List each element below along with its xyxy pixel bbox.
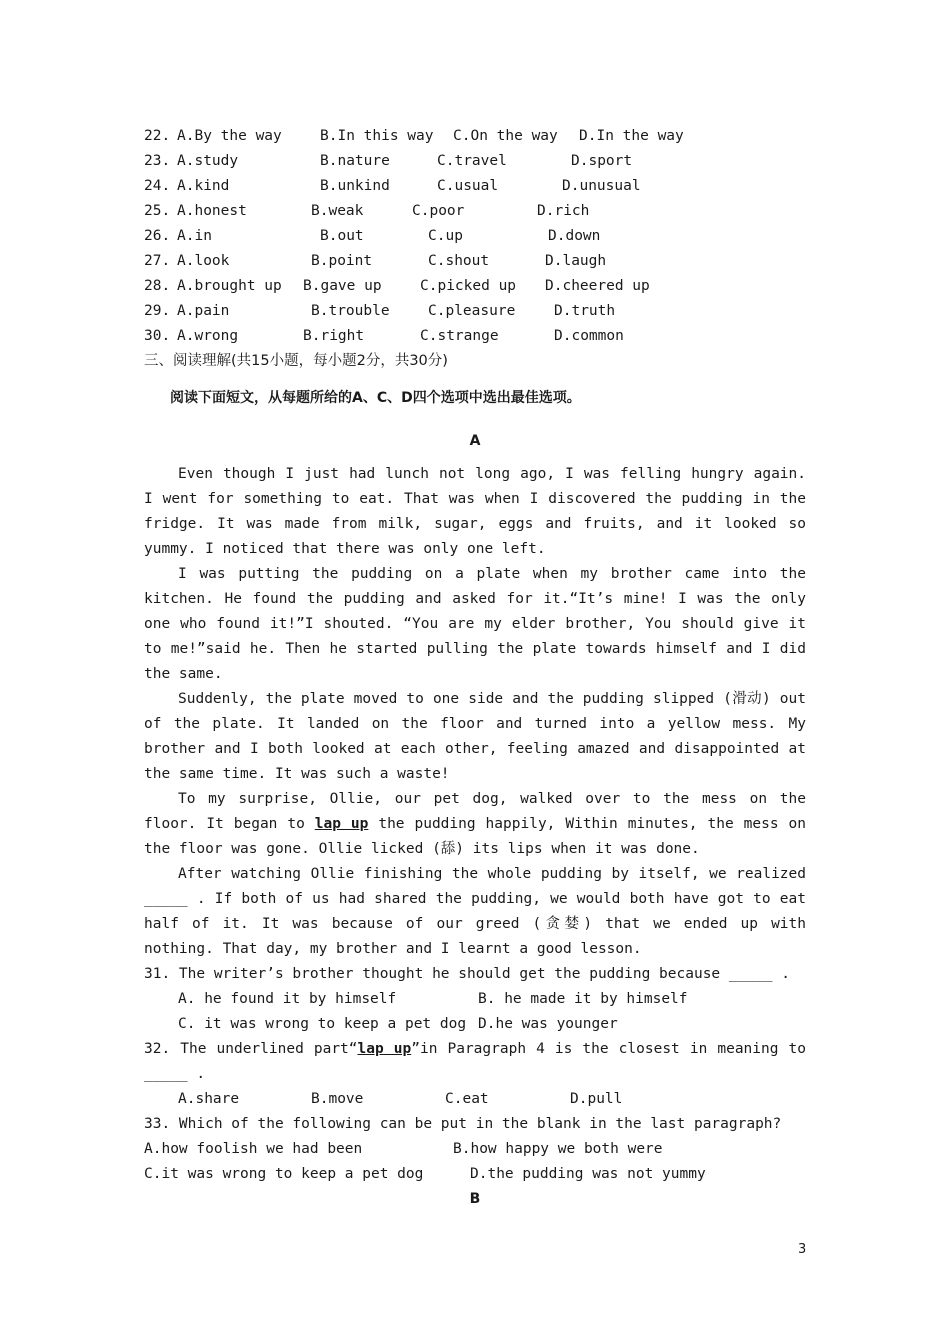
question-32-stem: [144, 1037, 806, 1087]
option-b: B.gave up: [303, 278, 382, 294]
q32-stem-after: ”in Paragraph 4 is the closest in meaning to _____ .: [144, 1041, 806, 1082]
passage-a-label: A: [469, 433, 481, 449]
question-32-options: [144, 1087, 806, 1112]
p4-text-after: the pudding happily, Within minutes, the mess on the floor was gone. Ollie licked (舔) its lips when it was done.: [144, 816, 806, 857]
option-a: A.study: [177, 153, 239, 169]
exam-page: [144, 124, 806, 1212]
option-b: B.nature: [320, 153, 390, 169]
passage-paragraph-4: [144, 787, 806, 862]
cloze-question-row: [144, 299, 806, 324]
question-number: 26.: [144, 228, 171, 244]
question-number: 22.: [144, 128, 171, 144]
option-c: C.poor: [412, 203, 465, 219]
passage-paragraph-1: Even though I just had lunch not long ago, I was felling hungry again. I went for something to eat. That was when I discovered the pudding in the fridge. It was made from milk, sugar, eggs and fruits, and it looked so yummy. I noticed that there was only one left.: [144, 466, 806, 557]
question-31-stem: 31. The writer’s brother thought he should get the pudding because _____ .: [144, 966, 791, 982]
option-b: B.how happy we both were: [453, 1141, 663, 1157]
option-c: C.picked up: [420, 278, 517, 294]
option-b: B.point: [311, 253, 373, 269]
option-a: A.brought up: [177, 278, 282, 294]
passage-b-label: B: [469, 1191, 481, 1207]
option-c: C.pleasure: [428, 303, 516, 319]
page-number: 3: [798, 1242, 807, 1257]
option-c: C.travel: [437, 153, 507, 169]
option-a: A.how foolish we had been: [144, 1141, 363, 1157]
p4-text-before: To my surprise, Ollie, our pet dog, walked over to the mess on the floor. It began to: [144, 791, 806, 832]
question-33-stem: 33. Which of the following can be put in the blank in the last paragraph?: [144, 1116, 782, 1132]
question-number: 30.: [144, 328, 171, 344]
option-c: C.strange: [420, 328, 499, 344]
passage-paragraph-3: Suddenly, the plate moved to one side and the pudding slipped (滑动) out of the plate. It landed on the floor and turned into a yellow mess. My brother and I both looked at each other, feeling amazed and disappointed at the same time. It was such a waste!: [144, 691, 806, 782]
option-c: C.up: [428, 228, 463, 244]
option-b: B.In this way: [320, 128, 434, 144]
option-a: A.pain: [177, 303, 230, 319]
question-33-options-row-1: [144, 1137, 806, 1162]
question-33-options-row-2: [144, 1162, 806, 1187]
q32-underlined-phrase: lap up: [357, 1041, 412, 1057]
option-d: D.In the way: [579, 128, 684, 144]
option-d: D.down: [548, 228, 601, 244]
option-b: B. he made it by himself: [478, 991, 688, 1007]
question-number: 24.: [144, 178, 171, 194]
option-a: A.in: [177, 228, 212, 244]
question-31-options-row-2: [144, 1012, 806, 1037]
cloze-question-row: [144, 274, 806, 299]
option-b: B.weak: [311, 203, 364, 219]
section-heading: 三、阅读理解(共15小题，每小题2分，共30分): [144, 353, 448, 369]
passage-paragraph-2: I was putting the pudding on a plate when my brother came into the kitchen. He found the pudding and asked for it.“It’s mine! I was the only one who found it!”I shouted. “You are my elder brother, You should give it to me!”said he. Then he started pulling the plate towards himself and I did the same.: [144, 566, 806, 682]
question-number: 23.: [144, 153, 171, 169]
cloze-options-list: [144, 124, 806, 349]
option-a: A. he found it by himself: [178, 991, 397, 1007]
instructions: 阅读下面短文，从每题所给的A、C、D四个选项中选出最佳选项。: [170, 390, 581, 406]
option-c: C.On the way: [453, 128, 558, 144]
option-c: C. it was wrong to keep a pet dog: [178, 1016, 467, 1032]
option-b: B.trouble: [311, 303, 390, 319]
option-d: D.cheered up: [545, 278, 650, 294]
option-a: A.honest: [177, 203, 247, 219]
option-b: B.right: [303, 328, 365, 344]
question-31-options-row-1: [144, 987, 806, 1012]
option-d: D.truth: [554, 303, 616, 319]
option-b: B.move: [311, 1091, 364, 1107]
option-c: C.it was wrong to keep a pet dog: [144, 1166, 424, 1182]
question-number: 29.: [144, 303, 171, 319]
cloze-question-row: [144, 174, 806, 199]
option-c: C.eat: [445, 1091, 489, 1107]
option-a: A.By the way: [177, 128, 282, 144]
option-a: A.wrong: [177, 328, 239, 344]
q32-stem-before: 32. The underlined part“: [144, 1041, 358, 1057]
cloze-question-row: [144, 149, 806, 174]
option-d: D.rich: [537, 203, 590, 219]
underlined-phrase: lap up: [314, 816, 369, 832]
question-number: 28.: [144, 278, 171, 294]
option-d: D.the pudding was not yummy: [470, 1166, 706, 1182]
option-c: C.shout: [428, 253, 490, 269]
option-b: B.out: [320, 228, 364, 244]
cloze-question-row: [144, 324, 806, 349]
question-number: 27.: [144, 253, 171, 269]
option-d: D.he was younger: [478, 1016, 618, 1032]
question-number: 25.: [144, 203, 171, 219]
option-d: D.unusual: [562, 178, 641, 194]
passage-paragraph-5: After watching Ollie finishing the whole pudding by itself, we realized _____ . If both of us had shared the pudding, we would both have got to eat half of it. It was because of our greed (贪婪) that we ended up with nothing. That day, my brother and I learnt a good lesson.: [144, 866, 806, 957]
option-d: D.laugh: [545, 253, 607, 269]
option-d: D.common: [554, 328, 624, 344]
option-a: A.look: [177, 253, 230, 269]
option-d: D.sport: [571, 153, 633, 169]
cloze-question-row: [144, 124, 806, 149]
cloze-question-row: [144, 199, 806, 224]
option-d: D.pull: [570, 1091, 623, 1107]
option-a: A.kind: [177, 178, 230, 194]
cloze-question-row: [144, 249, 806, 274]
option-c: C.usual: [437, 178, 499, 194]
cloze-question-row: [144, 224, 806, 249]
option-b: B.unkind: [320, 178, 390, 194]
option-a: A.share: [178, 1091, 240, 1107]
